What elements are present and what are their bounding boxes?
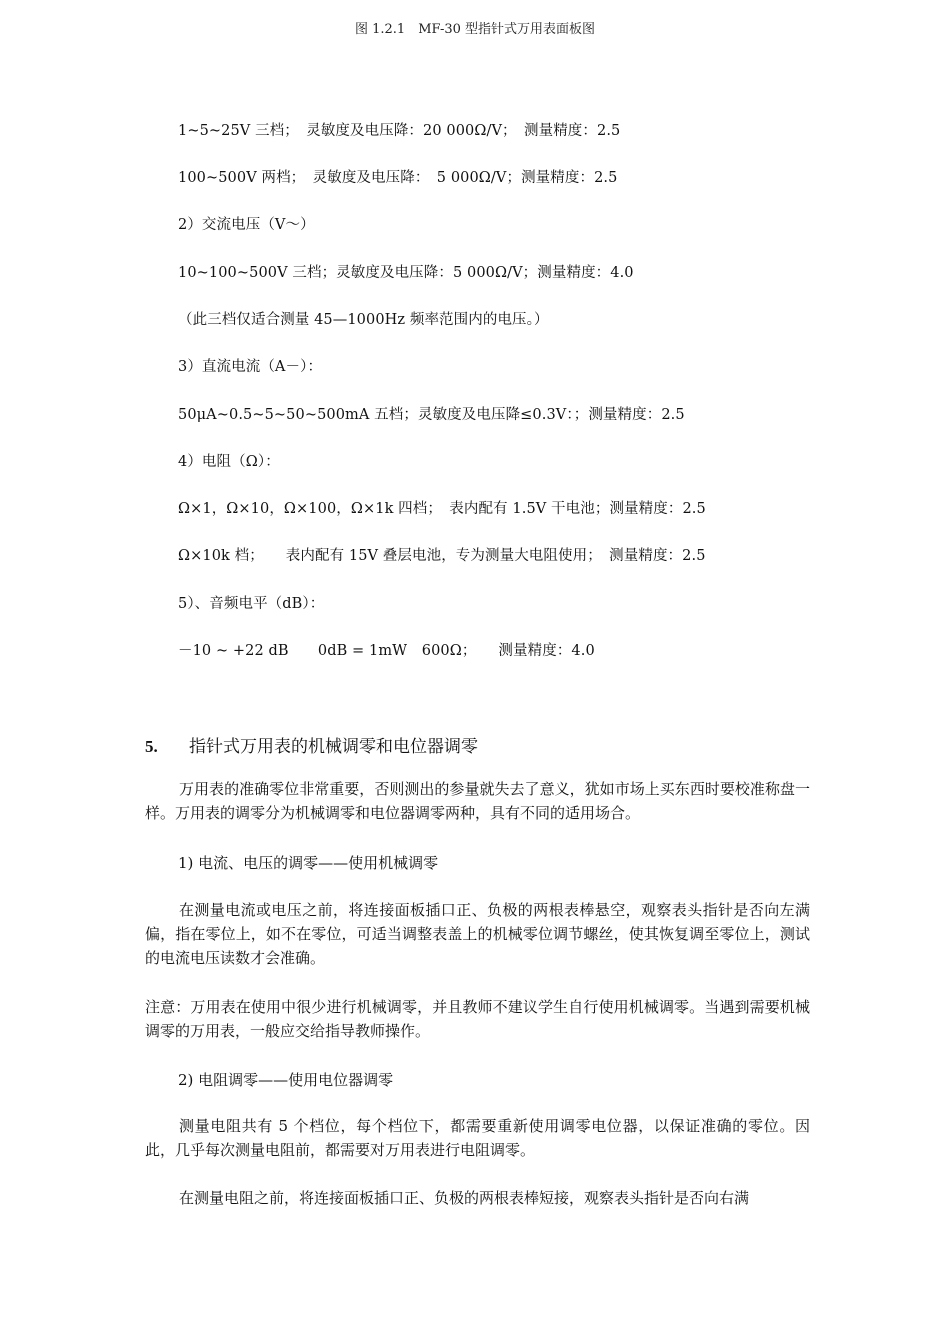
figure-caption: 图 1.2.1 MF-30 型指针式万用表面板图 [354, 22, 596, 37]
spec-note-ac-frequency: （此三档仅适合测量 45—1000Hz 频率范围内的电压。） [178, 312, 549, 328]
subheading-mechanical-zero: 1) 电流、电压的调零——使用机械调零 [178, 854, 439, 872]
paragraph-resistance-procedure: 在测量电阻之前，将连接面板插口正、负极的两根表棒短接，观察表头指针是否向右满 [179, 1189, 750, 1207]
spec-line-dc-high: 100~500V 两档； 灵敏度及电压降： 5 000Ω/V；测量精度：2.5 [178, 170, 618, 186]
paragraph-resistance-ranges: 测量电阻共有 5 个档位，每个档位下，都需要重新使用调零电位器，以保证准确的零位。因此，几乎每次测量电阻前，都需要对万用表进行电阻调零。 [145, 1117, 810, 1159]
spec-heading-audio-level: 5）、音频电平（dB）： [178, 596, 325, 612]
spec-heading-resistance: 4）电阻（Ω）： [178, 454, 280, 470]
paragraph-note: 注意：万用表在使用中很少进行机械调零，并且教师不建议学生自行使用机械调零。当遇到需要机械调零的万用表，一般应交给指导教师操作。 [145, 998, 810, 1040]
paragraph-mechanical-zero: 在测量电流或电压之前，将连接面板插口正、负极的两根表棒悬空，观察表头指针是否向左满偏，指在零位上，如不在零位，可适当调整表盖上的机械零位调节螺丝，使其恢复调至零位上，测试的电流电压读数才会准确。 [145, 901, 810, 967]
section-heading [145, 732, 478, 757]
spec-line-ac: 10~100~500V 三档；灵敏度及电压降：5 000Ω/V；测量精度：4.0 [178, 265, 634, 281]
section-title: 指针式万用表的机械调零和电位器调零 [189, 737, 478, 757]
spec-line-resistance-low: Ω×1，Ω×10，Ω×100，Ω×1k 四档； 表内配有 1.5V 干电池；测量精度：2.5 [178, 501, 706, 517]
spec-line-dc-current: 50μA~0.5~5~50~500mA 五档；灵敏度及电压降≤0.3V：；测量精度：2.5 [178, 407, 685, 423]
spec-heading-dc-current: 3）直流电流（A－）： [178, 359, 323, 375]
subheading-resistance-zero: 2) 电阻调零——使用电位器调零 [178, 1071, 394, 1089]
section-number: 5. [145, 737, 158, 756]
spec-line-audio-level: －10 ~ +22 dB 0dB = 1mW 600Ω； 测量精度：4.0 [178, 643, 595, 659]
spec-line-dc-low: 1~5~25V 三档； 灵敏度及电压降：20 000Ω/V； 测量精度：2.5 [178, 123, 621, 139]
spec-heading-ac-voltage: 2）交流电压（V～） [178, 217, 315, 233]
paragraph-intro: 万用表的准确零位非常重要，否则测出的参量就失去了意义，犹如市场上买东西时要校准称盘一样。万用表的调零分为机械调零和电位器调零两种，具有不同的适用场合。 [145, 780, 810, 822]
spec-line-resistance-high: Ω×10k 档； 表内配有 15V 叠层电池，专为测量大电阻使用； 测量精度：2.5 [178, 548, 706, 564]
